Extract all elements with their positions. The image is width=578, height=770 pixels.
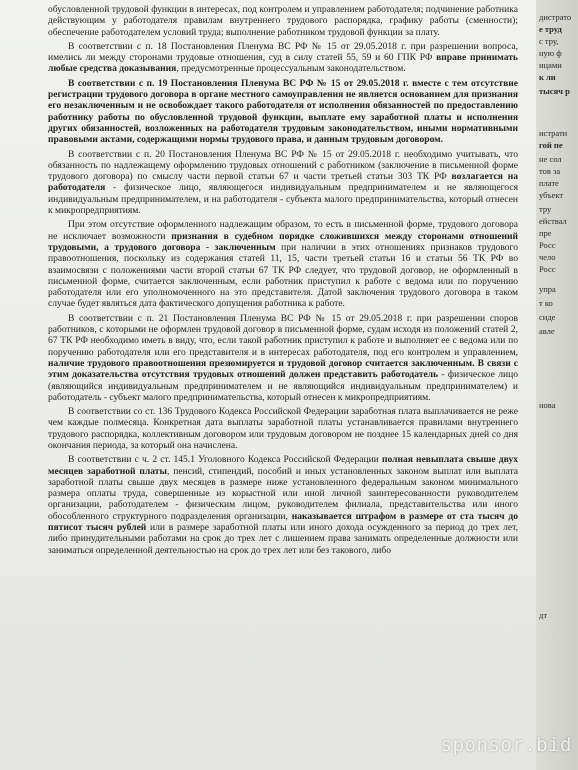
side-text-fragment: авле bbox=[539, 326, 555, 336]
side-text-fragment: чело bbox=[539, 252, 556, 262]
side-text-fragment: дистрато bbox=[539, 12, 572, 22]
bold-text: возлагается на работодателя bbox=[48, 171, 518, 194]
side-text-fragment: дт bbox=[539, 610, 548, 620]
bold-text: наличие трудового правоотношения презюмируется и трудовой договор считается заключенным. В связи с этим доказательства отсутствия трудовых отношений должен представить работодатель bbox=[48, 357, 518, 381]
side-text-fragment: истрати bbox=[539, 128, 568, 138]
paragraph-6 bbox=[48, 406, 518, 451]
paragraph-0 bbox=[48, 4, 518, 38]
bold-text: полная невыплата свыше двух месяцев заработной платы bbox=[48, 454, 519, 477]
side-text-fragment: плате bbox=[539, 178, 559, 188]
text-span: При этом отсутствие оформленного надлежащим образом, то есть в письменной форме, трудового договора не исключает возможности bbox=[48, 219, 518, 242]
side-text-fragment: не сол bbox=[539, 154, 562, 164]
text-span: В соответствии со ст. 136 Трудового Кодекса Российской Федерации заработная плата выплачивается не реже чем каждые полмесяца. Конкретная дата выплаты заработной платы устанавливается правилами внутреннего трудового распорядка, коллективным договором или трудовым договором не позднее 15 календарных дней со дня окончания периода, за который она начислена. bbox=[48, 406, 518, 451]
paragraph-1 bbox=[48, 41, 518, 75]
side-text-fragment: ействал bbox=[539, 216, 567, 226]
side-text-fragment: упра bbox=[539, 284, 556, 294]
text-span: - физическое лицо (являющийся индивидуальным предпринимателем и не являющийся индивидуальным предпринимателем) и работодатель - субъект малого предпринимательства, который отнесен к микропредприятиям. bbox=[48, 369, 518, 403]
side-text-fragment: ицами bbox=[539, 60, 562, 70]
side-text-fragment: тов за bbox=[539, 166, 561, 176]
bold-text: признания в судебном порядке сложившихся между сторонами отношений трудовыми, а трудового договора - заключенным bbox=[48, 230, 519, 253]
text-span: , предусмотренные процессуальным законодательством. bbox=[176, 63, 406, 75]
side-text-fragment: к ли bbox=[539, 72, 556, 82]
paragraph-4 bbox=[48, 219, 518, 309]
side-text-fragment: убъект bbox=[539, 190, 564, 200]
side-text-fragment: с тру, bbox=[539, 36, 559, 46]
bold-text: наказывается штрафом в размере от ста тысяч до пятисот тысяч рублей bbox=[48, 510, 519, 534]
side-text-fragment: е труд bbox=[539, 24, 562, 34]
side-text-fragment: Росс bbox=[539, 264, 556, 274]
side-text-fragment: пре bbox=[539, 228, 552, 238]
watermark-text: sponsor.bid bbox=[440, 734, 572, 756]
text-span: , пенсий, стипендий, пособий и иных установленных законом выплат или выплата заработной платы свыше двух месяцев в размере ниже установленного федеральным законом минимального размера оплаты труда, совершенные из корыстной или иной личной заинтересованности руководителем организации, работодателем - физическим лицом, руководителем филиала, представительства или иного обособленного структурного подразделения организации, bbox=[48, 465, 518, 522]
document-body bbox=[48, 4, 518, 559]
text-span: при наличии в этих отношениях признаков трудового правоотношения, поскольку из содержания статей 11, 15, части третьей статьи 16 и статьи 56 ТК РФ во взаимосвязи с положениями части второй статьи 67 ТК РФ следует, что трудовой договор, не оформленный в письменной форме, считается заключенным, если работник приступил к работе с ведома или по поручению работодателя или его уполномоченного на это представителя. Датой заключения трудового договора в таком случае будет являться дата фактического допущения работника к работе. bbox=[48, 241, 518, 310]
bold-text: вправе принимать любые средства доказывания bbox=[48, 52, 518, 75]
side-text-fragment: ную ф bbox=[539, 48, 562, 58]
side-text-fragment: тысяч р bbox=[539, 86, 570, 96]
text-span: В соответствии с п. 20 Постановления Пленума ВС РФ № 15 от 29.05.2018 г. необходимо учитывать, что обязанность по надлежащему оформлению трудовых отношений с работником (заключение в письменной форме трудового договора) по смыслу части первой статьи 67 и части третьей статьи 303 ТК РФ bbox=[48, 148, 518, 183]
bold-text: В соответствии с п. 19 Постановления Пленума ВС РФ № 15 от 29.05.2018 г. вместе с тем отсутствие регистрации трудового договора в органе местного самоуправления не является основанием для признания его незаключенным и не освобождает такого работодателя от исполнения обязанностей по предоставлению работнику работы по обусловленной трудовой функции, выплате ему заработной платы и исполнения других обязанностей, возложенных на работодателя трудовым законодательством, иными нормативными правовыми актами, содержащими нормы трудового права, и данным трудовым договором. bbox=[48, 77, 518, 146]
paragraph-7 bbox=[48, 454, 518, 556]
side-text-fragment: нова bbox=[539, 400, 556, 410]
side-text-fragment: гой пе bbox=[539, 140, 563, 150]
text-span: В соответствии с п. 21 Постановления Пленума ВС РФ № 15 от 29.05.2018 г. при разрешении споров работников, с которыми не оформлен трудовой договор в письменной форме, судам исходя из положений статей 2, 67 ТК РФ необходимо иметь в виду, что, если такой работник приступил к работе и выполняет ее с ведома или по поручению работодателя или его представителя и в интересах работодателя, под его контролем и управлением, bbox=[48, 312, 518, 358]
paragraph-5 bbox=[48, 313, 518, 403]
text-span: В соответствии с ч. 2 ст. 145.1 Уголовного Кодекса Российской Федерации bbox=[68, 454, 382, 466]
side-text-fragment: тру bbox=[539, 204, 552, 214]
text-span: В соответствии с п. 18 Постановления Пленума ВС РФ № 15 от 29.05.2018 г. при разрешении вопроса, имелись ли между сторонами трудовые отношения, суд в силу статей 55, 59 и 60 ГПК РФ bbox=[48, 40, 518, 64]
adjacent-page-fragment bbox=[536, 0, 578, 770]
side-text-fragment: Росс bbox=[539, 240, 556, 250]
side-text-fragment: т ко bbox=[539, 298, 553, 308]
paragraph-3 bbox=[48, 149, 518, 217]
paragraph-2 bbox=[48, 78, 518, 146]
side-text-fragment: сиде bbox=[539, 312, 556, 322]
text-span: или в размере заработной платы или иного дохода осужденного за период до трех лет, либо принудительными работами на срок до трех лет с лишением права занимать определенные должности или заниматься определенной деятельностью на срок до трех лет или без такового, либо bbox=[48, 522, 518, 556]
text-span: обусловленной трудовой функции в интересах, под контролем и управлением работодателя; подчинение работника действующим у работодателя правилам внутреннего трудового распорядка, графику работы (сменности); обеспечение работодателем условий труда; выполнение работником трудовой функции за плату. bbox=[48, 4, 518, 38]
text-span: - физическое лицо, являющегося индивидуальным предпринимателем и не являющегося индивидуальным предпринимателем, и на работодателя - субъекта малого предпринимательства, который отнесен к микропредприятиям. bbox=[48, 182, 518, 217]
